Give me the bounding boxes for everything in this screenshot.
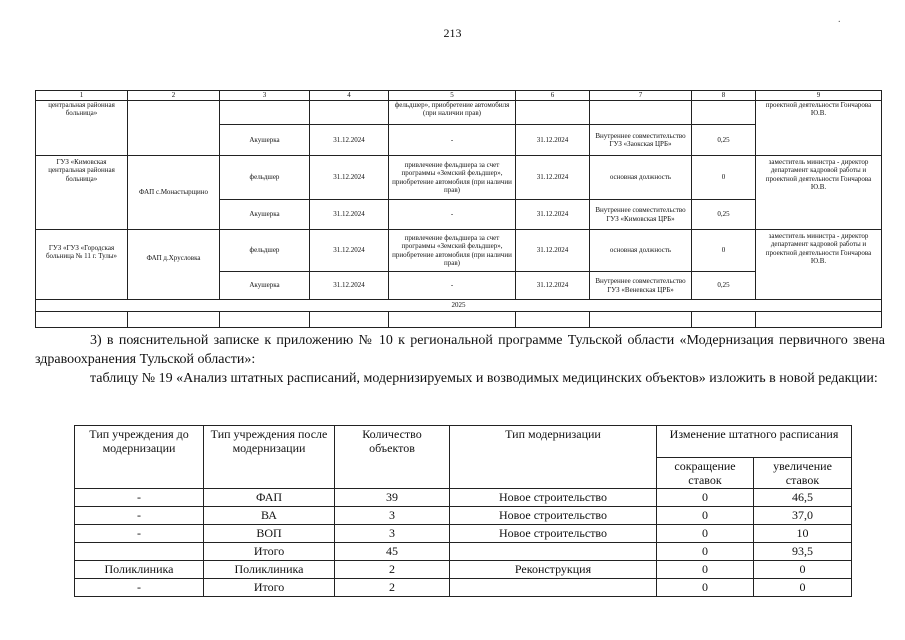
cell-after: ВА [204,507,335,525]
cell-before: Поликлиника [75,561,204,579]
cell-before: - [75,507,204,525]
date-cell: 31.12.2024 [516,125,590,156]
cell-before: - [75,525,204,543]
cell-after: ФАП [204,489,335,507]
facility-cell: ФАП д.Хрусловка [128,230,220,300]
column-number: 7 [590,91,692,101]
cell-type: Новое строительство [450,507,657,525]
empty-cell [128,312,220,328]
rate-cell: 0,25 [692,200,756,230]
empty-cell [310,312,389,328]
table-row-total [75,543,852,561]
measure-cell: привлечение фельдшера за счет программы «Земский фельдшер», приобретение автомобиля (при наличии прав) [389,230,516,272]
date-cell: 31.12.2024 [516,272,590,300]
position-cell: Акушерка [220,272,310,300]
cell-reduction: 0 [657,561,754,579]
cell-type: Новое строительство [450,489,657,507]
paragraph-table-19: таблицу № 19 «Анализ штатных расписаний, модернизируемых и возводимых медицинских объектов» изложить в новой редакции: [90,371,878,386]
rate-cell: 0,25 [692,272,756,300]
measure-cell: - [389,200,516,230]
header-staff-change: Изменение штатного расписания [657,426,852,458]
cell-reduction: 0 [657,543,754,561]
table-row-total [75,579,852,597]
date-cell [516,101,590,125]
cell-increase: 93,5 [754,543,852,561]
cell-increase: 0 [754,579,852,597]
empty-cell [756,312,882,328]
measure-cell: - [389,125,516,156]
cell-after: Итого [204,543,335,561]
column-number: 6 [516,91,590,101]
cell-increase: 46,5 [754,489,852,507]
cell-count: 3 [335,507,450,525]
table-row [36,312,882,328]
date-cell: 31.12.2024 [516,230,590,272]
measure-cell: - [389,272,516,300]
facility-cell [128,101,220,156]
table-row [36,230,882,272]
year-cell: 2025 [36,300,882,312]
header-increase: увеличение ставок [754,458,852,489]
employment-cell: основная должность [590,230,692,272]
cell-count: 2 [335,561,450,579]
header-count: Количество объектов [335,426,450,489]
header-type-after: Тип учреждения после модернизации [204,426,335,489]
position-cell: Акушерка [220,125,310,156]
rate-cell: 0,25 [692,125,756,156]
column-number: 2 [128,91,220,101]
date-cell: 31.12.2024 [310,156,389,200]
header-reduction: сокращение ставок [657,458,754,489]
employment-cell [590,101,692,125]
empty-cell [590,312,692,328]
position-cell [220,101,310,125]
cell-reduction: 0 [657,525,754,543]
header-row [75,426,852,458]
cell-after: ВОП [204,525,335,543]
empty-cell [36,312,128,328]
cell-increase: 37,0 [754,507,852,525]
page-number: 213 [443,26,462,40]
responsible-cell: проектной деятельности Гончарова Ю.В. [756,101,882,156]
cell-increase: 10 [754,525,852,543]
date-cell: 31.12.2024 [310,230,389,272]
date-cell: 31.12.2024 [516,156,590,200]
cell-type: Реконструкция [450,561,657,579]
table-row [75,561,852,579]
staffing-table [35,90,882,328]
date-cell: 31.12.2024 [310,125,389,156]
table-row [75,525,852,543]
cell-before [75,543,204,561]
employment-cell: Внутреннее совместительство ГУЗ «Кимовская ЦРБ» [590,200,692,230]
responsible-cell: заместитель министра - директор департамент кадровой работы и проектной деятельности Гончарова Ю.В. [756,156,882,230]
empty-cell [516,312,590,328]
date-cell [310,101,389,125]
column-number: 9 [756,91,882,101]
empty-cell [692,312,756,328]
cell-count: 3 [335,525,450,543]
column-number: 4 [310,91,389,101]
column-number: 5 [389,91,516,101]
empty-cell [389,312,516,328]
table-row [75,489,852,507]
cell-after: Поликлиника [204,561,335,579]
responsible-cell: заместитель министра - директор департамент кадровой работы и проектной деятельности Гончарова Ю.В. [756,230,882,300]
cell-count: 45 [335,543,450,561]
cell-before: - [75,489,204,507]
analysis-table [74,425,852,597]
employment-cell: Внутреннее совместительство ГУЗ «Веневская ЦРБ» [590,272,692,300]
table-row [36,101,882,125]
cell-type [450,543,657,561]
employment-cell: основная должность [590,156,692,200]
cell-count: 2 [335,579,450,597]
cell-type: Новое строительство [450,525,657,543]
cell-increase: 0 [754,561,852,579]
rate-cell: 0 [692,156,756,200]
column-number: 1 [36,91,128,101]
institution-cell: ГУЗ «Кимовская центральная районная больница» [36,156,128,230]
cell-reduction: 0 [657,579,754,597]
empty-cell [220,312,310,328]
position-cell: фельдшер [220,230,310,272]
date-cell: 31.12.2024 [310,272,389,300]
table-row [36,156,882,200]
institution-cell: ГУЗ «ГУЗ «Городская больница № 11 г. Тулы» [36,230,128,300]
date-cell: 31.12.2024 [310,200,389,230]
header-modernization: Тип модернизации [450,426,657,489]
cell-after: Итого [204,579,335,597]
cell-count: 39 [335,489,450,507]
cell-before: - [75,579,204,597]
year-row [36,300,882,312]
rate-cell: 0 [692,230,756,272]
measure-cell: привлечение фельдшера за счет программы «Земский фельдшер», приобретение автомобиля (при наличии прав) [389,156,516,200]
cell-reduction: 0 [657,489,754,507]
position-cell: Акушерка [220,200,310,230]
column-number: 8 [692,91,756,101]
institution-cell: центральная районная больница» [36,101,128,156]
table-row [75,507,852,525]
facility-cell: ФАП с.Монастырщино [128,156,220,230]
date-cell: 31.12.2024 [516,200,590,230]
measure-cell: фельдшер», приобретение автомобиля (при наличии прав) [389,101,516,125]
cell-reduction: 0 [657,507,754,525]
column-number-row [36,91,882,101]
employment-cell: Внутреннее совместительство ГУЗ «Заокская ЦРБ» [590,125,692,156]
paragraph-amendment: 3) в пояснительной записке к приложению № 10 к региональной программе Тульской области «Модернизация первичного звена здравоохранения Тульской области»: [35,333,885,367]
header-type-before: Тип учреждения до модернизации [75,426,204,489]
position-cell: фельдшер [220,156,310,200]
cell-type [450,579,657,597]
corner-mark: . [838,14,841,25]
column-number: 3 [220,91,310,101]
rate-cell [692,101,756,125]
